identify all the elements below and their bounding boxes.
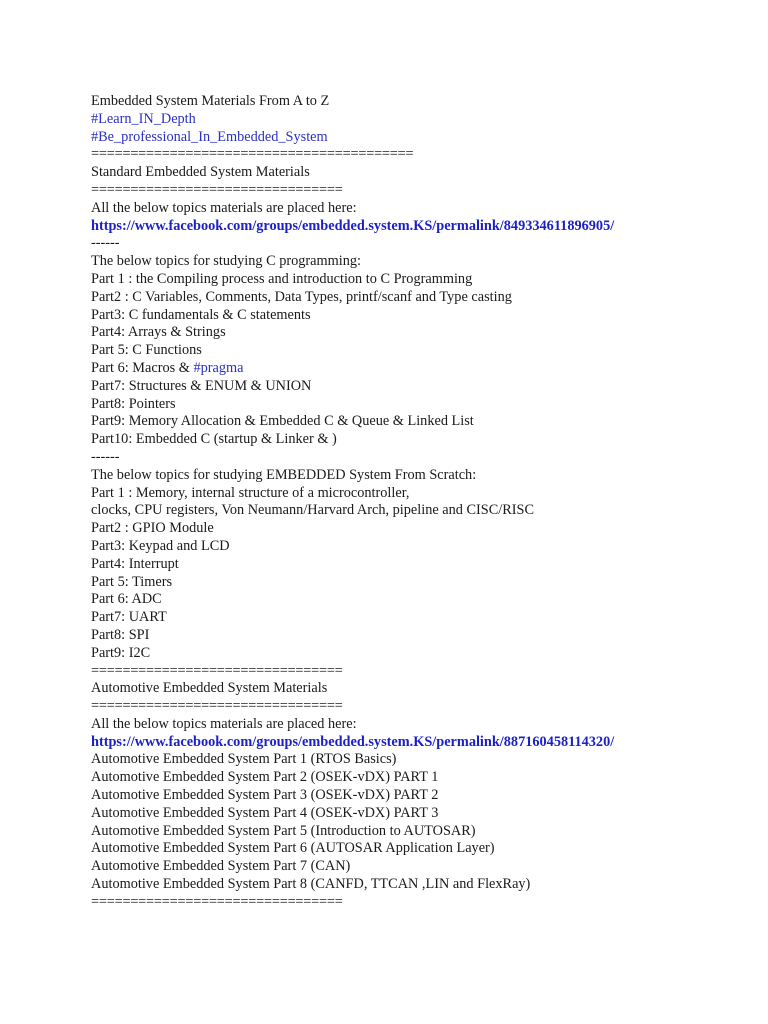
placed-here-text: All the below topics materials are placed here:	[91, 715, 357, 732]
embedded-part-item: Part 5: Timers	[91, 573, 173, 590]
automotive-part-item: Automotive Embedded System Part 8 (CANFD, TTCAN ,LIN and FlexRay)	[91, 876, 531, 893]
dash-separator: ------	[91, 448, 120, 465]
automotive-part-item: Automotive Embedded System Part 5 (Introduction to AUTOSAR)	[91, 822, 476, 839]
c-part-item: Part 1 : the Compiling process and introduction to C Programming	[91, 270, 473, 287]
c-programming-intro: The below topics for studying C programming:	[91, 253, 362, 270]
c-part-item: Part4: Arrays & Strings	[91, 324, 226, 341]
standard-materials-link[interactable]: https://www.facebook.com/groups/embedded.system.KS/permalink/849334611896905/	[91, 217, 615, 234]
separator-line: ================================	[91, 893, 343, 910]
embedded-part-item: Part4: Interrupt	[91, 555, 179, 572]
separator-line: =========================================	[91, 146, 414, 163]
embedded-part-item: Part 6: ADC	[91, 591, 162, 608]
c-part-item: Part 5: C Functions	[91, 342, 202, 359]
embedded-part-item: Part2 : GPIO Module	[91, 520, 214, 537]
part6-text: Part 6: Macros &	[91, 359, 194, 376]
embedded-part-item: Part3: Keypad and LCD	[91, 537, 230, 554]
separator-line: ================================	[91, 662, 343, 679]
automotive-part-item: Automotive Embedded System Part 4 (OSEK-vDX) PART 3	[91, 804, 439, 821]
embedded-part-item: Part9: I2C	[91, 644, 151, 661]
dash-separator: ------	[91, 235, 120, 252]
document-page	[91, 93, 751, 912]
hashtag-be-professional[interactable]: #Be_professional_In_Embedded_System	[91, 128, 328, 145]
automotive-materials-link[interactable]: https://www.facebook.com/groups/embedded.system.KS/permalink/887160458114320/	[91, 733, 615, 750]
hashtag-learn-in-depth[interactable]: #Learn_IN_Depth	[91, 110, 196, 127]
c-part-item: Part9: Memory Allocation & Embedded C & Queue & Linked List	[91, 413, 474, 430]
embedded-part-item: Part 1 : Memory, internal structure of a microcontroller,	[91, 484, 410, 501]
automotive-part-item: Automotive Embedded System Part 3 (OSEK-vDX) PART 2	[91, 787, 439, 804]
c-part-item: Part3: C fundamentals & C statements	[91, 306, 311, 323]
embedded-intro: The below topics for studying EMBEDDED System From Scratch:	[91, 466, 477, 483]
placed-here-text: All the below topics materials are placed here:	[91, 199, 357, 216]
automotive-part-item: Automotive Embedded System Part 7 (CAN)	[91, 858, 351, 875]
automotive-part-item: Automotive Embedded System Part 1 (RTOS Basics)	[91, 751, 397, 768]
c-part-item: Part7: Structures & ENUM & UNION	[91, 377, 312, 394]
c-part-item-macros	[91, 360, 751, 378]
embedded-part-item: Part8: SPI	[91, 626, 150, 643]
automotive-part-item: Automotive Embedded System Part 2 (OSEK-vDX) PART 1	[91, 769, 439, 786]
hashtag-pragma[interactable]: #pragma	[193, 359, 244, 376]
section-heading-automotive: Automotive Embedded System Materials	[91, 680, 328, 697]
section-heading-standard: Standard Embedded System Materials	[91, 164, 310, 181]
automotive-part-item: Automotive Embedded System Part 6 (AUTOSAR Application Layer)	[91, 840, 495, 857]
c-part-item: Part2 : C Variables, Comments, Data Types, printf/scanf and Type casting	[91, 288, 512, 305]
embedded-part-item: clocks, CPU registers, Von Neumann/Harvard Arch, pipeline and CISC/RISC	[91, 502, 535, 519]
c-part-item: Part10: Embedded C (startup & Linker & )	[91, 431, 337, 448]
embedded-part-item: Part7: UART	[91, 609, 167, 626]
separator-line: ================================	[91, 181, 343, 198]
document-title: Embedded System Materials From A to Z	[91, 93, 330, 109]
c-part-item: Part8: Pointers	[91, 395, 176, 412]
separator-line: ================================	[91, 698, 343, 715]
